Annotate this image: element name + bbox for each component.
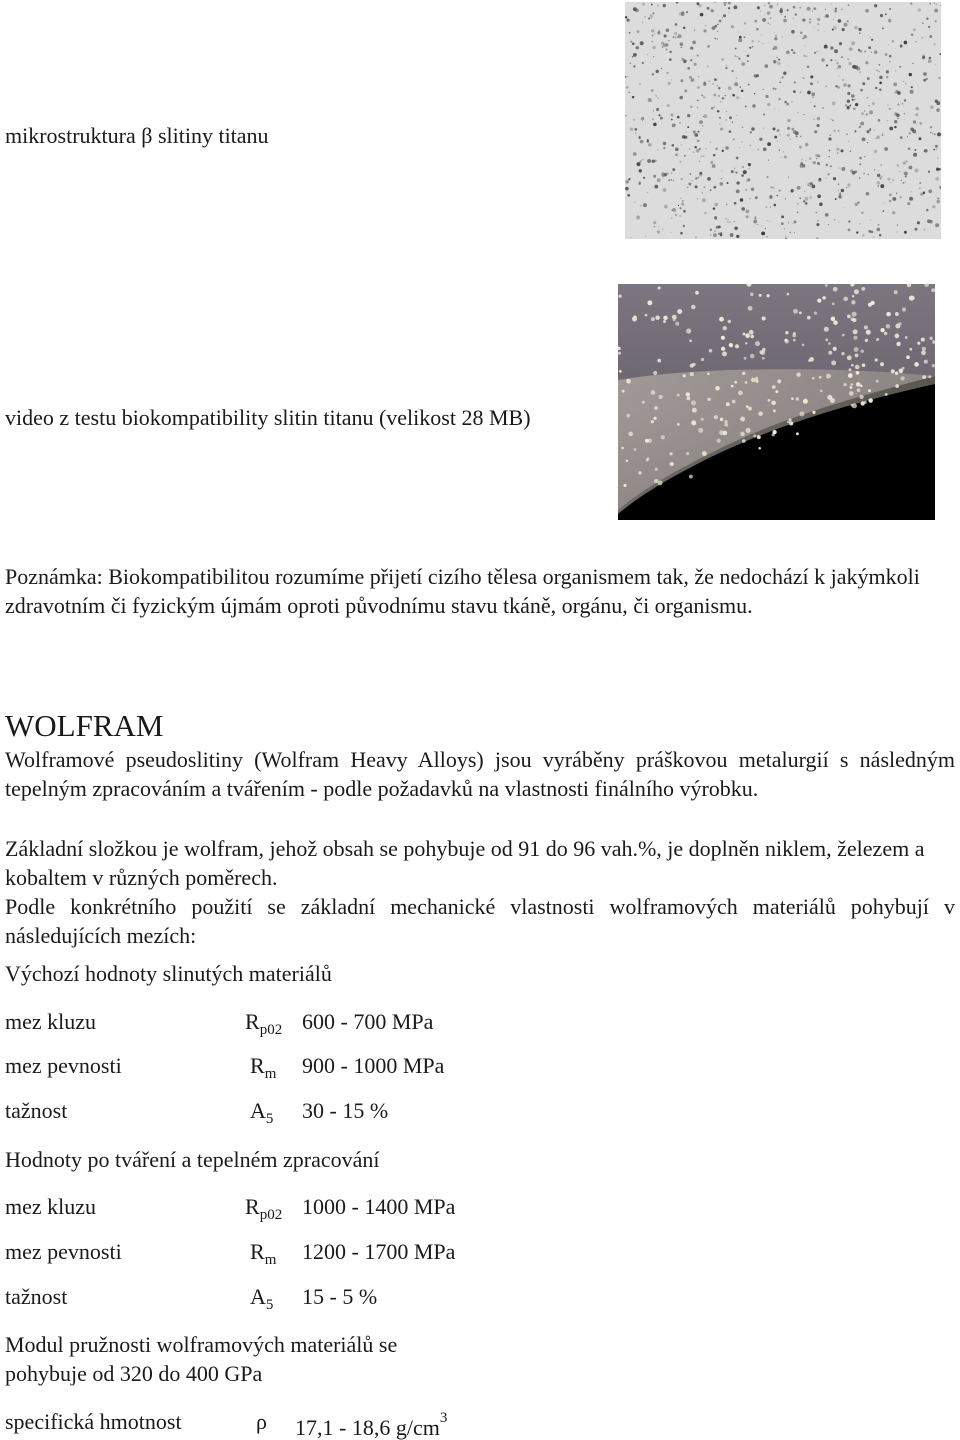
- formed-elongation-value: 15 - 5 %: [302, 1284, 378, 1309]
- sintered-elongation-symbol: $A_5$: [250, 1098, 274, 1127]
- density-value: 17,1 - 18,6 $g/cm^3$: [295, 1410, 448, 1440]
- wolfram-paragraph-3: Podle konkrétního použití se základní mechanické vlastnosti wolframových materiálů pohybují v následujících mezích:: [5, 894, 955, 948]
- density-symbol: ρ: [256, 1409, 267, 1434]
- video-thumbnail[interactable]: [618, 284, 935, 520]
- formed-yield-label: mez kluzu: [5, 1194, 97, 1219]
- wolfram-paragraph-2: Základní složkou je wolfram, jehož obsah se pohybuje od 91 do 96 vah.%, je doplněn niklem, železem a kobaltem v různých poměrech.: [5, 836, 925, 890]
- wolfram-paragraph-1: Wolframové pseudoslitiny (Wolfram Heavy Alloys) jsou vyráběny práškovou metalurgií s následným tepelným zpracováním a tvářením - podle požadavků na vlastnosti finálního výrobku.: [5, 747, 955, 801]
- formed-elongation-label: tažnost: [5, 1284, 68, 1309]
- modulus-line-2: pohybuje od 320 do 400 GPa: [5, 1361, 263, 1386]
- formed-strength-value: 1200 - 1700 MPa: [302, 1239, 456, 1264]
- sintered-strength-label: mez pevnosti: [5, 1053, 122, 1078]
- sintered-yield-value: 600 - 700 MPa: [302, 1009, 434, 1034]
- sintered-elongation-value: 30 - 15 %: [302, 1098, 389, 1123]
- sintered-elongation-label: tažnost: [5, 1098, 68, 1123]
- microstructure-image: [625, 2, 941, 239]
- formed-elongation-symbol: $A_5$: [250, 1284, 274, 1313]
- microstructure-caption: mikrostruktura β slitiny titanu: [5, 123, 269, 148]
- formed-yield-symbol: $R_{p02}$: [245, 1194, 283, 1223]
- section-heading-wolfram: WOLFRAM: [5, 708, 164, 743]
- sintered-strength-symbol: $R_m$: [250, 1053, 277, 1082]
- formed-strength-label: mez pevnosti: [5, 1239, 122, 1264]
- density-label: specifická hmotnost: [5, 1409, 182, 1434]
- video-caption-link[interactable]: video z testu biokompatibility slitin titanu (velikost 28 MB): [5, 405, 531, 430]
- formed-yield-value: 1000 - 1400 MPa: [302, 1194, 456, 1219]
- formed-title: Hodnoty po tváření a tepelném zpracování: [5, 1147, 380, 1172]
- biocompatibility-note: Poznámka: Biokompatibilitou rozumíme přijetí cizího tělesa organismem tak, že nedochází k jakýmkoli zdravotním či fyzickým újmám oproti původnímu stavu tkáně, orgánu, či organismu.: [5, 564, 920, 618]
- sintered-yield-symbol: $R_{p02}$: [245, 1009, 283, 1038]
- sintered-yield-label: mez kluzu: [5, 1009, 97, 1034]
- formed-strength-symbol: $R_m$: [250, 1239, 277, 1268]
- sintered-title: Výchozí hodnoty slinutých materiálů: [5, 961, 332, 986]
- modulus-line-1: Modul pružnosti wolframových materiálů se: [5, 1332, 398, 1357]
- sintered-strength-value: 900 - 1000 MPa: [302, 1053, 445, 1078]
